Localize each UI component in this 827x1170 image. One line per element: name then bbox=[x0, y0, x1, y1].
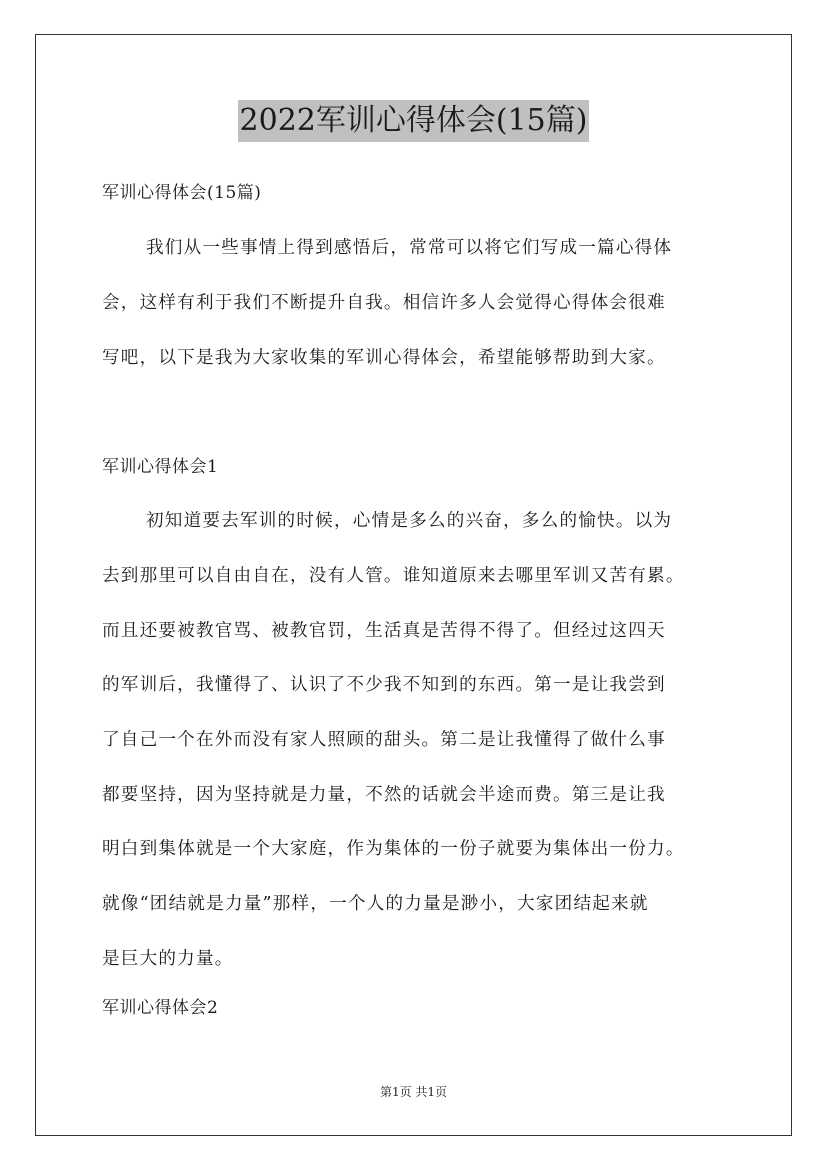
section-heading-1: 军训心得体会1 bbox=[102, 457, 219, 477]
page-footer: 第1页 共1页 bbox=[379, 1085, 448, 1099]
paragraph-line: 是巨大的力量。 bbox=[102, 949, 234, 969]
intro-line: 写吧，以下是我为大家收集的军训心得体会，希望能够帮助到大家。 bbox=[102, 348, 666, 368]
paragraph-line: 而且还要被教官骂、被教官罚，生活真是苦得不得了。但经过这四天 bbox=[102, 621, 666, 641]
paragraph-line: 初知道要去军训的时候，心情是多么的兴奋，多么的愉快。以为 bbox=[146, 511, 673, 531]
paragraph-line: 都要坚持，因为坚持就是力量，不然的话就会半途而费。第三是让我 bbox=[102, 785, 666, 805]
document-title bbox=[0, 100, 827, 142]
paragraph-line: 就像“团结就是力量”那样，一个人的力量是渺小，大家团结起来就 bbox=[102, 894, 649, 914]
document-title-text: 2022军训心得体会(15篇) bbox=[238, 100, 590, 142]
intro-line: 会，这样有利于我们不断提升自我。相信许多人会觉得心得体会很难 bbox=[102, 293, 666, 313]
subtitle: 军训心得体会(15篇) bbox=[102, 183, 262, 203]
paragraph-line: 了自己一个在外而没有家人照顾的甜头。第二是让我懂得了做什么事 bbox=[102, 730, 666, 750]
paragraph-line: 去到那里可以自由自在，没有人管。谁知道原来去哪里军训又苦有累。 bbox=[102, 566, 685, 586]
intro-line: 我们从一些事情上得到感悟后，常常可以将它们写成一篇心得体 bbox=[146, 238, 673, 258]
paragraph-line: 明白到集体就是一个大家庭，作为集体的一份子就要为集体出一份力。 bbox=[102, 839, 685, 859]
paragraph-line: 的军训后，我懂得了、认识了不少我不知到的东西。第一是让我尝到 bbox=[102, 675, 666, 695]
section-heading-2: 军训心得体会2 bbox=[102, 998, 219, 1018]
